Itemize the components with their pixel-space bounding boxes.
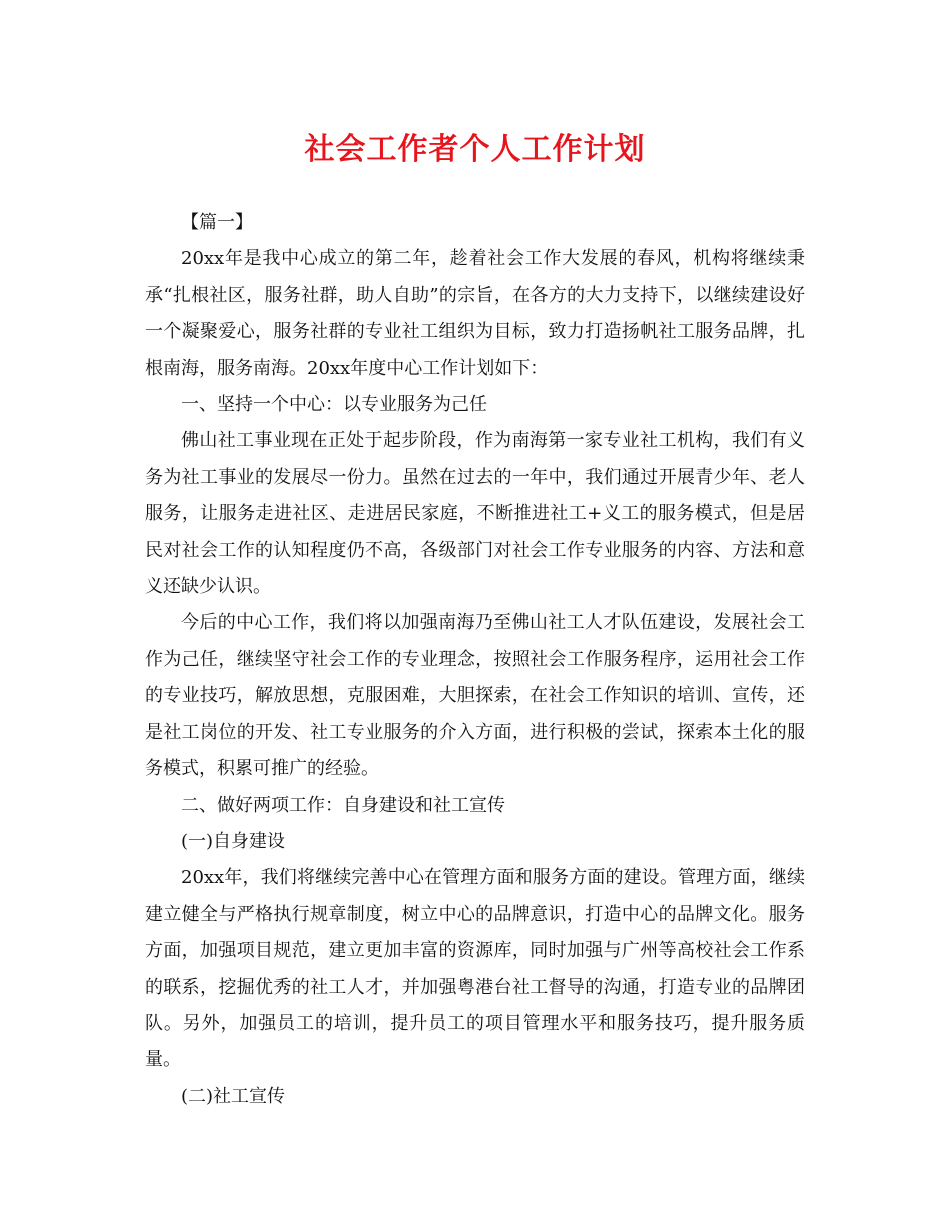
section-heading: 二、做好两项工作：自身建设和社工宣传 — [181, 794, 505, 816]
document-body — [145, 205, 805, 1115]
section-label: 【篇一】 — [181, 212, 253, 233]
subsection-heading: (一)自身建设 — [181, 830, 286, 852]
paragraph: 今后的中心工作，我们将以加强南海乃至佛山社工人才队伍建设，发展社会工作为己任，继续坚守社会工作的专业理念，按照社会工作服务程序，运用社会工作的专业技巧，解放思想，克服困难，大胆探索，在社会工作知识的培训、宣传，还是社工岗位的开发、社工专业服务的介入方面，进行积极的尝试，探索本土化的服务模式，积累可推广的经验。 — [145, 612, 805, 780]
page-title: 社会工作者个人工作计划 — [304, 132, 646, 167]
paragraph: 20xx年是我中心成立的第二年，趁着社会工作大发展的春风，机构将继续秉承“扎根社区，服务社群，助人自助”的宗旨，在各方的大力支持下，以继续建设好一个凝聚爱心，服务社群的专业社工组织为目标，致力打造扬帆社工服务品牌，扎根南海，服务南海。20xx年度中心工作计划如下： — [145, 248, 805, 379]
paragraph: 20xx年，我们将继续完善中心在管理方面和服务方面的建设。管理方面，继续建立健全与严格执行规章制度，树立中心的品牌意识，打造中心的品牌文化。服务方面，加强项目规范，建立更加丰富的资源库，同时加强与广州等高校社会工作系的联系，挖掘优秀的社工人才，并加强粤港台社工督导的沟通，打造专业的品牌团队。另外，加强员工的培训，提升员工的项目管理水平和服务技巧，提升服务质量。 — [145, 867, 805, 1071]
subsection-heading: (二)社工宣传 — [181, 1085, 286, 1107]
paragraph: 佛山社工事业现在正处于起步阶段，作为南海第一家专业社工机构，我们有义务为社工事业的发展尽一份力。虽然在过去的一年中，我们通过开展青少年、老人服务，让服务走进社区、走进居民家庭，不断推进社工+义工的服务模式，但是居民对社会工作的认知程度仍不高，各级部门对社会工作专业服务的内容、方法和意义还缺少认识。 — [145, 430, 805, 598]
section-heading: 一、坚持一个中心：以专业服务为己任 — [181, 394, 487, 416]
